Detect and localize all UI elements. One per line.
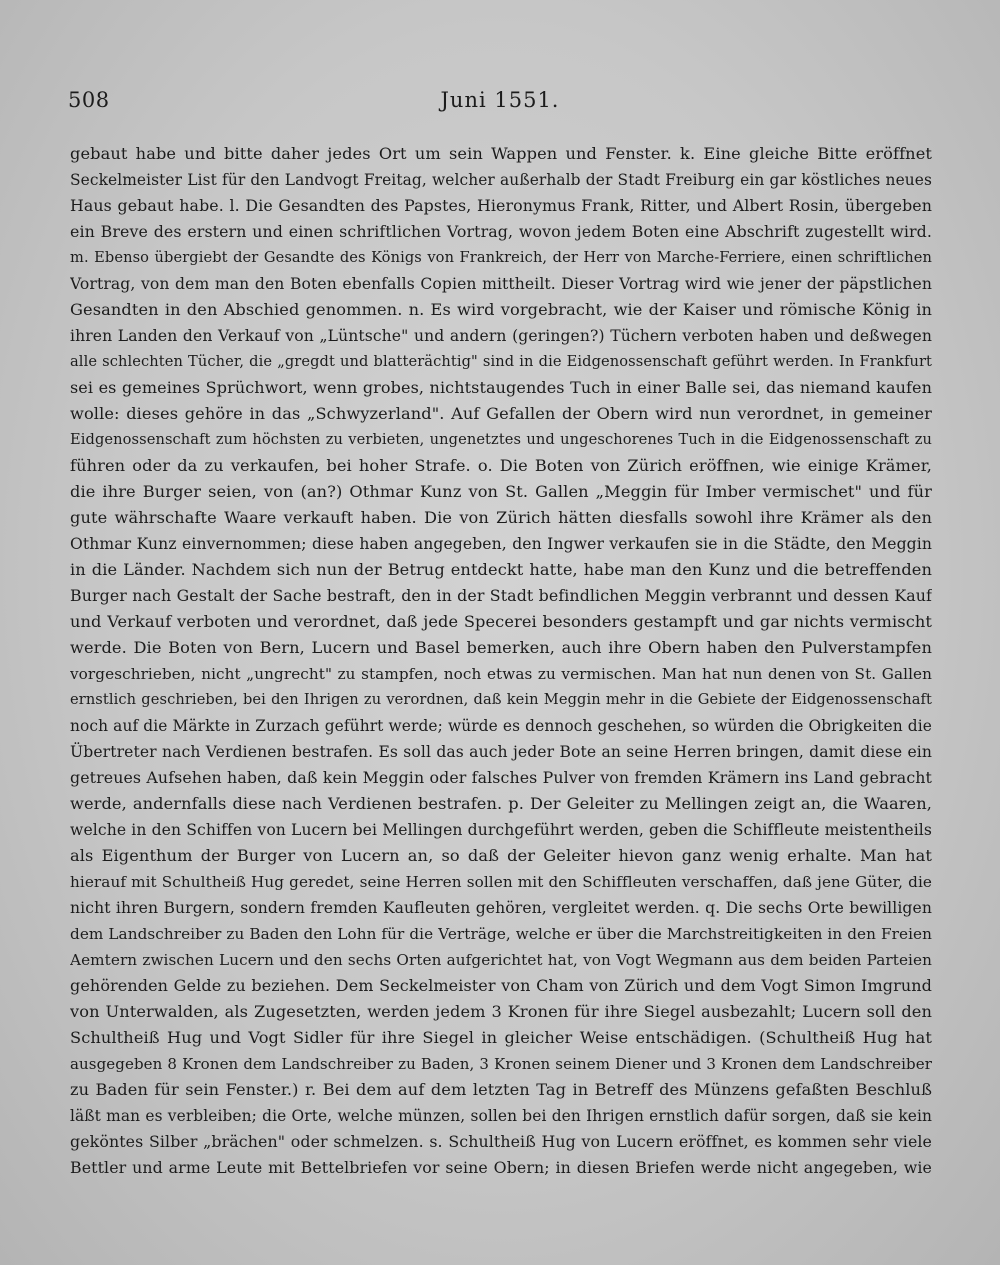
text-line: läßt man es verbleiben; die Orte, welche münzen, sollen bei den Ihrigen ernstlich dafür sorgen, daß sie kein [70, 1107, 932, 1125]
text-line: geköntes Silber „brächen" oder schmelzen. s. Schultheiß Hug von Lucern eröffnet, es kommen sehr viele [70, 1132, 932, 1151]
text-line: Othmar Kunz einvernommen; diese haben angegeben, den Ingwer verkaufen sie in die Städte, den Meggin [70, 535, 932, 553]
text-line: gute währschafte Waare verkauft haben. Die von Zürich hätten diesfalls sowohl ihre Krämer als den [70, 508, 932, 527]
text-line: ihren Landen den Verkauf von „Lüntsche" und andern (geringen?) Tüchern verboten haben und deßwegen [70, 327, 932, 345]
text-line: gebaut habe und bitte daher jedes Ort um sein Wappen und Fenster. k. Eine gleiche Bitte eröffnet [70, 144, 932, 163]
text-line: alle schlechten Tücher, die „gregdt und blatterächtig" sind in die Eidgenossenschaft geführt werden. In Frankfurt [70, 353, 932, 370]
body-text [70, 141, 932, 1181]
text-line: Seckelmeister List für den Landvogt Freitag, welcher außerhalb der Stadt Freiburg ein gar köstliches neues [70, 171, 932, 189]
text-line: Vortrag, von dem man den Boten ebenfalls Copien mittheilt. Dieser Vortrag wird wie jener der päpstlichen [70, 275, 932, 293]
text-line: sei es gemeines Sprüchwort, wenn grobes, nichtstaugendes Tuch in einer Balle sei, das niemand kaufen [70, 378, 932, 397]
text-line: noch auf die Märkte in Zurzach geführt werde; würde es dennoch geschehen, so würden die Obrigkeiten die [70, 717, 932, 735]
text-line: nicht ihren Burgern, sondern fremden Kaufleuten gehören, vergleitet werden. q. Die sechs Orte bewilligen [70, 899, 932, 917]
text-line: Bettler und arme Leute mit Bettelbriefen vor seine Obern; in diesen Briefen werde nicht angegeben, wie [70, 1158, 932, 1177]
text-line: Burger nach Gestalt der Sache bestraft, den in der Stadt befindlichen Meggin verbrannt und dessen Kauf [70, 586, 932, 605]
text-line: ein Breve des erstern und einen schriftlichen Vortrag, wovon jedem Boten eine Abschrift zugestellt wird. [70, 222, 932, 241]
text-line: werde, andernfalls diese nach Verdienen bestrafen. p. Der Geleiter zu Mellingen zeigt an, die Waaren, [70, 794, 932, 813]
text-line: von Unterwalden, als Zugesetzten, werden jedem 3 Kronen für ihre Siegel ausbezahlt; Lucern soll den [70, 1002, 932, 1021]
text-line: Aemtern zwischen Lucern und den sechs Orten aufgerichtet hat, von Vogt Wegmann aus dem beiden Parteien [70, 951, 932, 969]
text-line: in die Länder. Nachdem sich nun der Betrug entdeckt hatte, habe man den Kunz und die betreffenden [70, 560, 932, 579]
text-line: welche in den Schiffen von Lucern bei Mellingen durchgeführt werden, geben die Schiffleute meistentheils [70, 821, 932, 839]
text-line: vorgeschrieben, nicht „ungrecht" zu stampfen, noch etwas zu vermischen. Man hat nun denen von St. Gallen [70, 665, 932, 683]
text-line: die ihre Burger seien, von (an?) Othmar Kunz von St. Gallen „Meggin für Imber vermischet" und für [70, 482, 932, 501]
text-line: ernstlich geschrieben, bei den Ihrigen zu verordnen, daß kein Meggin mehr in die Gebiete der Eidgenossenschaft [70, 691, 932, 708]
text-line: werde. Die Boten von Bern, Lucern und Basel bemerken, auch ihre Obern haben den Pulverstampfen [70, 638, 932, 657]
text-line: Eidgenossenschaft zum höchsten zu verbieten, ungenetztes und ungeschorenes Tuch in die Eidgenossenschaft zu [70, 431, 932, 448]
text-line: zu Baden für sein Fenster.) r. Bei dem auf dem letzten Tag in Betreff des Münzens gefaßten Beschluß [70, 1080, 932, 1099]
text-line: dem Landschreiber zu Baden den Lohn für die Verträge, welche er über die Marchstreitigkeiten in den Freien [70, 925, 932, 943]
text-line: m. Ebenso übergiebt der Gesandte des Königs von Frankreich, der Herr von Marche-Ferriere, einen schriftlichen [70, 249, 932, 266]
text-line: Schultheiß Hug und Vogt Sidler für ihre Siegel in gleicher Weise entschädigen. (Schultheiß Hug hat [70, 1028, 932, 1047]
text-line: führen oder da zu verkaufen, bei hoher Strafe. o. Die Boten von Zürich eröffnen, wie einige Krämer, [70, 456, 932, 475]
text-line: als Eigenthum der Burger von Lucern an, so daß der Geleiter hievon ganz wenig erhalte. Man hat [70, 846, 932, 865]
text-line: wolle: dieses gehöre in das „Schwyzerland". Auf Gefallen der Obern wird nun verordnet, in gemeiner [70, 404, 932, 423]
page-header [68, 88, 932, 120]
running-head: Juni 1551. [440, 88, 560, 112]
text-line: hierauf mit Schultheiß Hug geredet, seine Herren sollen mit den Schiffleuten verschaffen, daß jene Güter, die [70, 873, 932, 891]
text-line: und Verkauf verboten und verordnet, daß jede Specerei besonders gestampft und gar nichts vermischt [70, 612, 932, 631]
text-line: getreues Aufsehen haben, daß kein Meggin oder falsches Pulver von fremden Krämern ins Land gebracht [70, 768, 932, 787]
text-line: Gesandten in den Abschied genommen. n. Es wird vorgebracht, wie der Kaiser und römische König in [70, 300, 932, 319]
page-number: 508 [68, 88, 110, 112]
text-line: gehörenden Gelde zu beziehen. Dem Seckelmeister von Cham von Zürich und dem Vogt Simon Imgrund [70, 976, 932, 995]
text-line: Übertreter nach Verdienen bestrafen. Es soll das auch jeder Bote an seine Herren bringen, damit diese ein [70, 743, 932, 761]
text-line: Haus gebaut habe. l. Die Gesandten des Papstes, Hieronymus Frank, Ritter, und Albert Rosin, übergeben [70, 196, 932, 215]
text-line: ausgegeben 8 Kronen dem Landschreiber zu Baden, 3 Kronen seinem Diener und 3 Kronen dem Landschreiber [70, 1055, 932, 1073]
